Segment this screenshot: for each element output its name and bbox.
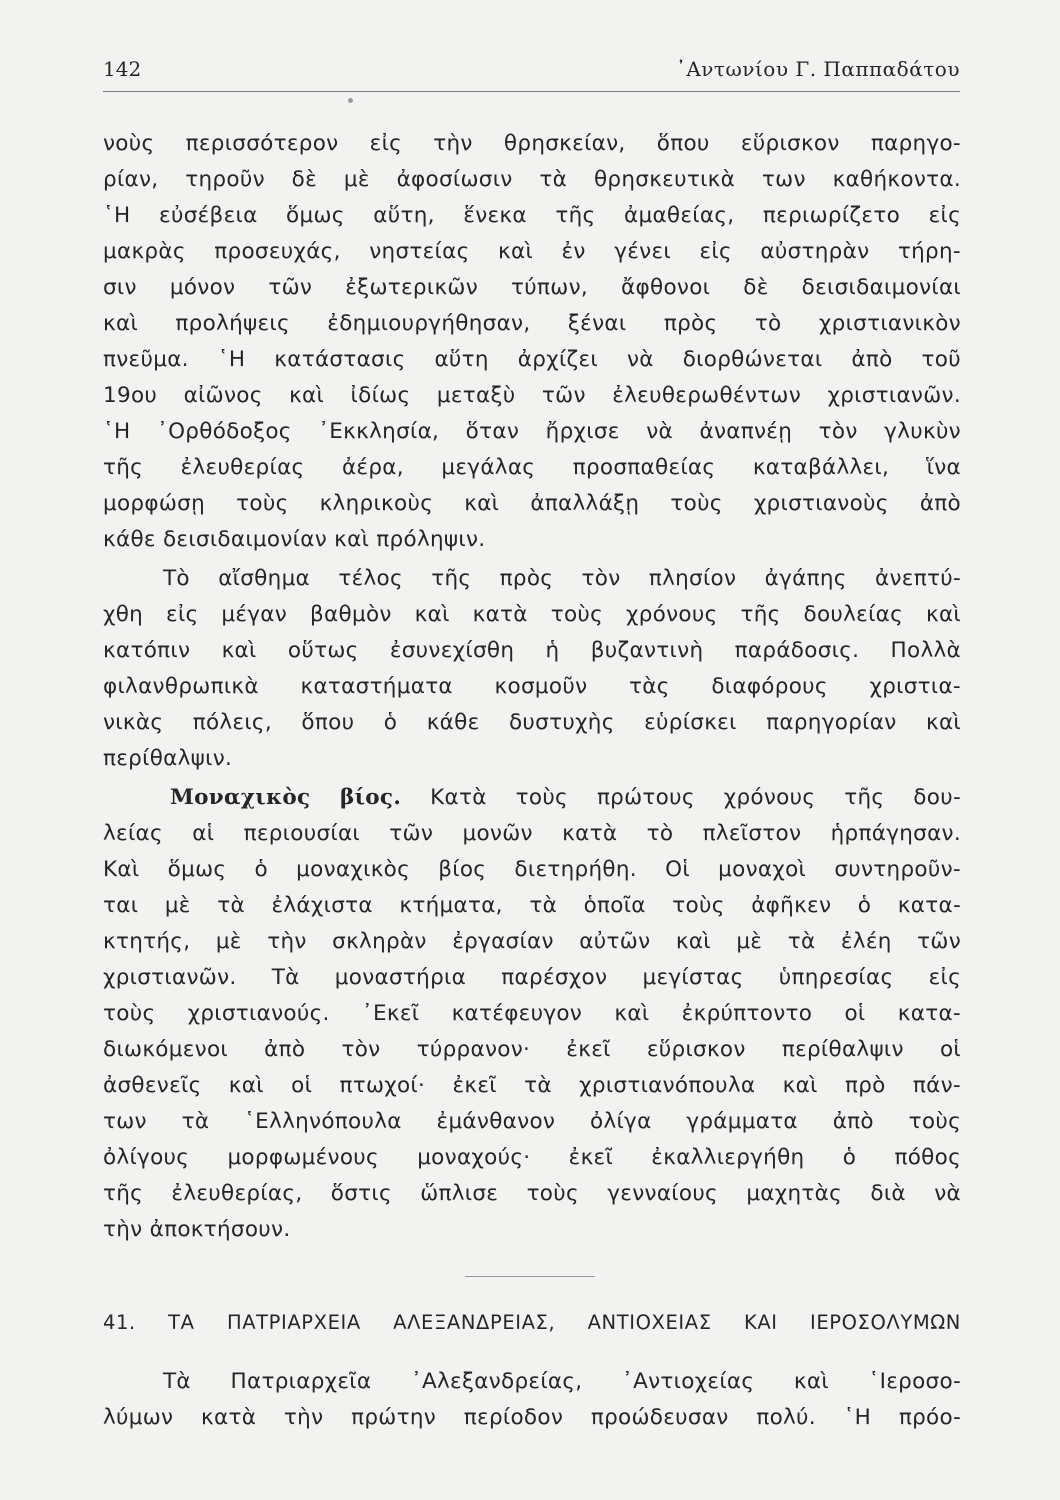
- text-line: φιλανθρωπικὰ καταστήματα κοσμοῦν τὰς διαφόρους χριστια-: [103, 674, 961, 699]
- section-divider: [465, 1276, 595, 1277]
- text-line: ὀλίγους μορφωμένους μοναχούς· ἐκεῖ ἐκαλλιεργήθη ὁ πόθος: [103, 1145, 961, 1170]
- text-line: περίθαλψιν.: [103, 746, 233, 771]
- text-line: 19ου αἰῶνος καὶ ἰδίως μεταξὺ τῶν ἐλευθερωθέντων χριστιανῶν.: [103, 383, 961, 408]
- text-line: τῆς ἐλευθερίας ἀέρα, μεγάλας προσπαθείας καταβάλλει, ἵνα: [103, 455, 961, 480]
- text-line: διωκόμενοι ἀπὸ τὸν τύρρανον· ἐκεῖ εὕρισκον περίθαλψιν οἱ: [103, 1037, 961, 1062]
- text-line: λείας αἱ περιουσίαι τῶν μονῶν κατὰ τὸ πλεῖστον ἡρπάγησαν.: [103, 821, 961, 846]
- text-line: καὶ προλήψεις ἐδημιουργήθησαν, ξέναι πρὸς τὸ χριστιανικὸν: [103, 311, 961, 336]
- text-line: Τὸ αἴσθημα τέλος τῆς πρὸς τὸν πλησίον ἀγάπης ἀνεπτύ-: [163, 566, 961, 591]
- text-line: κάθε δεισιδαιμονίαν καὶ πρόληψιν.: [103, 527, 486, 552]
- header-rule: [103, 91, 960, 92]
- text-line: [170, 780, 961, 816]
- text-line: νοὺς περισσότερον εἰς τὴν θρησκείαν, ὅπου εὕρισκον παρηγο-: [103, 131, 961, 156]
- text-line: ρίαν, τηροῦν δὲ μὲ ἀφοσίωσιν τὰ θρησκευτικὰ των καθήκοντα.: [103, 167, 961, 192]
- text-line: τῆς ἐλευθερίας, ὅστις ὥπλισε τοὺς γενναίους μαχητὰς διὰ νὰ: [103, 1181, 961, 1206]
- text-line: τὴν ἀποκτήσουν.: [103, 1217, 291, 1242]
- text-line: τοὺς χριστιανούς. ᾿Εκεῖ κατέφευγον καὶ ἐκρύπτοντο οἱ κατα-: [103, 1001, 961, 1026]
- text-line: κατόπιν καὶ οὕτως ἐσυνεχίσθη ἡ βυζαντινὴ παράδοσις. Πολλὰ: [103, 638, 961, 663]
- text-line: ται μὲ τὰ ἐλάχιστα κτήματα, τὰ ὁποῖα τοὺς ἀφῆκεν ὁ κατα-: [103, 893, 961, 918]
- text-line: ῾Η εὐσέβεια ὅμως αὕτη, ἕνεκα τῆς ἀμαθείας, περιωρίζετο εἰς: [103, 203, 961, 228]
- text-line: Καὶ ὅμως ὁ μοναχικὸς βίος διετηρήθη. Οἱ μοναχοὶ συντηροῦν-: [103, 857, 961, 882]
- runin-text: Κατὰ τοὺς πρώτους χρόνους τῆς δου-: [430, 785, 962, 810]
- runin-heading: Μοναχικὸς βίος.: [170, 785, 402, 810]
- text-line: πνεῦμα. ῾Η κατάστασις αὕτη ἀρχίζει νὰ διορθώνεται ἀπὸ τοῦ: [103, 347, 961, 372]
- text-line: κτητής, μὲ τὴν σκληρὰν ἐργασίαν αὐτῶν καὶ μὲ τὰ ἐλέη τῶν: [103, 929, 961, 954]
- text-line: μορφώσῃ τοὺς κληρικοὺς καὶ ἀπαλλάξῃ τοὺς χριστιανοὺς ἀπὸ: [103, 491, 961, 516]
- text-line: χθη εἰς μέγαν βαθμὸν καὶ κατὰ τοὺς χρόνους τῆς δουλείας καὶ: [103, 602, 961, 627]
- text-line: μακρὰς προσευχάς, νηστείας καὶ ἐν γένει εἰς αὐστηρὰν τήρη-: [103, 239, 961, 264]
- section-heading: 41. ΤΑ ΠΑΤΡΙΑΡΧΕΙΑ ΑΛΕΞΑΝΔΡΕΙΑΣ, ΑΝΤΙΟΧΕΙΑΣ ΚΑΙ ΙΕΡΟΣΟΛΥΜΩΝ: [103, 1311, 961, 1334]
- running-title: ᾿Αντωνίου Γ. Παππαδάτου: [675, 57, 960, 81]
- text-line: Τὰ Πατριαρχεῖα ᾿Αλεξανδρείας, ᾿Αντιοχείας καὶ ῾Ιεροσο-: [163, 1369, 961, 1394]
- text-line: ἀσθενεῖς καὶ οἱ πτωχοί· ἐκεῖ τὰ χριστιανόπουλα καὶ πρὸ πάν-: [103, 1073, 961, 1098]
- text-line: χριστιανῶν. Τὰ μοναστήρια παρέσχον μεγίστας ὑπηρεσίας εἰς: [103, 965, 961, 990]
- page-number: 142: [103, 57, 142, 81]
- text-line: λύμων κατὰ τὴν πρώτην περίοδον προώδευσαν πολύ. ῾Η πρόο-: [103, 1405, 961, 1430]
- running-head: [103, 57, 960, 87]
- text-line: νικὰς πόλεις, ὅπου ὁ κάθε δυστυχὴς εὑρίσκει παρηγορίαν καὶ: [103, 710, 961, 735]
- text-line: σιν μόνον τῶν ἐξωτερικῶν τύπων, ἄφθονοι δὲ δεισιδαιμονίαι: [103, 275, 961, 300]
- text-line: ῾Η ᾿Ορθόδοξος ᾿Εκκλησία, ὅταν ἤρχισε νὰ ἀναπνέῃ τὸν γλυκὺν: [103, 419, 961, 444]
- print-speck: [348, 98, 353, 103]
- text-line: των τὰ ῾Ελληνόπουλα ἐμάνθανον ὀλίγα γράμματα ἀπὸ τοὺς: [103, 1109, 961, 1134]
